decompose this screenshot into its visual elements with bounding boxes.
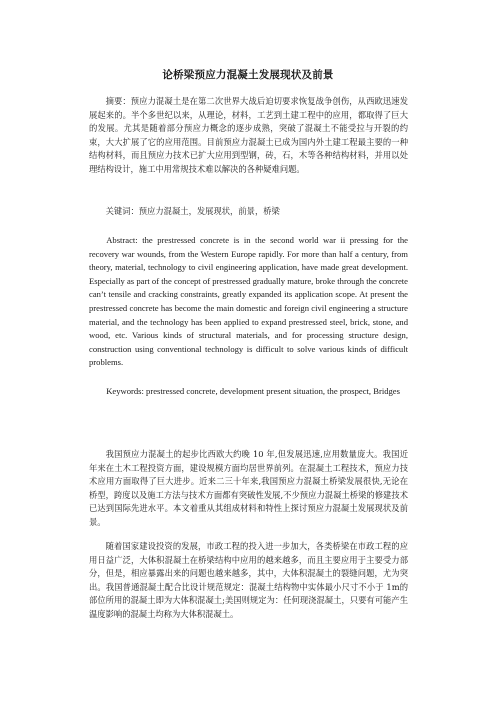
keywords-cn-text: 关键词：预应力混凝土，发展现状，前景，桥梁 <box>105 206 280 216</box>
body-paragraph-1 <box>89 448 408 530</box>
abstract-en <box>89 234 408 370</box>
keywords-cn <box>89 205 408 219</box>
body-paragraph-2-text: 随着国家建设投资的发展，市政工程的投入进一步加大，各类桥梁在市政工程的应用日益广泛，大体积混凝土在桥梁结构中应用的越来越多，而且主要应用于主要受力部分，但是，相应暴露出来的问题也越来越多，其中，大体积混凝土的裂缝问题，尤为突出。我国普通混凝土配合比设计规范规定：混凝土结构物中实体最小尺寸不小于 1m的部位所用的混凝土即为大体积混凝土;美国则规定为：任何现浇混凝土，只要有可能产生温度影响的混凝土均称为大体积混凝土。 <box>89 541 408 619</box>
keywords-en-text: Keywords: prestressed concrete, development present situation, the prospect, Bridges <box>106 386 400 396</box>
body-paragraph-1-text: 我国预应力混凝土的起步比西欧大约晚 10 年,但发展迅速,应用数量庞大。我国近年来在土木工程投资方面，建设规模方面均居世界前列。在混凝土工程技术，预应力技术应用方面取得了巨大进步。近来二三十年来,我国预应力混凝土桥梁发展很快,无论在桥型，跨度以及施工方法与技术方面都有突破性发展,不少预应力混凝土桥梁的修建技术已达到国际先进水平。本文着重从其组成材料和特性上探讨预应力混凝土发展现状及前景。 <box>89 449 408 527</box>
body-paragraph-2 <box>89 540 408 622</box>
keywords-en <box>89 385 408 399</box>
document-title: 论桥梁预应力混凝土发展现状及前景 <box>162 69 334 81</box>
abstract-en-text: Abstract: the prestressed concrete is in the second world war ii pressing for the recovery war wounds, from the Western Europe rapidly. For more than half a century, from theory, material, technology to civil engineering application, have made great development. Especially as part of the concept of prestressed gradually mature, broke through the concrete can’t tensile and cracking constraints, greatly expanded its application scope. At present the prestressed concrete has become the main domestic and foreign civil engineering a structure material, and the technology has been applied to expand prestressed steel, brick, stone, and wood, etc. Various kinds of structural materials, and for processing structure design, construction using conventional technology is difficult to solve various kinds of difficult problems. <box>89 235 408 368</box>
abstract-cn <box>89 95 408 177</box>
abstract-cn-text: 摘要：预应力混凝土是在第二次世界大战后迫切要求恢复战争创伤，从西欧迅速发展起来的。半个多世纪以来，从理论，材料，工艺到土建工程中的应用，都取得了巨大的发展。尤其是随着部分预应力概念的逐步成熟，突破了混凝土不能受拉与开裂的约束，大大扩展了它的应用范围。目前预应力混凝土已成为国内外土建工程最主要的一种结构材料，而且预应力技术已扩大应用到型钢，砖，石，木等各种结构材料，并用以处理结构设计，施工中用常规技术难以解决的各种疑难问题。 <box>89 96 408 174</box>
